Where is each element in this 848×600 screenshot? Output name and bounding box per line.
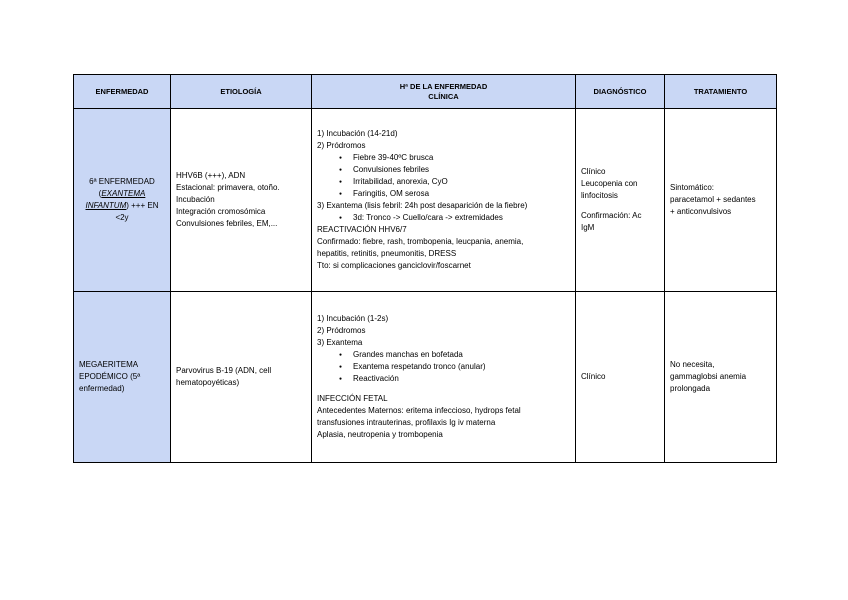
etiologia-line: Estacional: primavera, otoño. (176, 183, 280, 192)
diagnostico-line: Clínico (581, 372, 606, 381)
diagnostico-line: Clínico (581, 167, 606, 176)
clinica-bullet-text: Faringitis, OM serosa (353, 189, 430, 198)
etiologia-line: hematopoyéticas) (176, 378, 240, 387)
clinica-line: 1) Incubación (14-21d) (317, 129, 398, 138)
diagnostico-line: IgM (581, 223, 595, 232)
tratamiento-line: paracetamol + sedantes (670, 195, 756, 204)
clinica-bullet-text: Reactivación (353, 374, 399, 383)
clinica-bullet-text: Convulsiones febriles (353, 165, 430, 174)
clinica-line: Confirmado: fiebre, rash, trombopenia, leucpania, anemia, (317, 237, 524, 246)
disease-paren: ( (98, 189, 102, 198)
disease-name-line: enfermedad) (79, 384, 125, 393)
clinica-bullet-text: 3d: Tronco -> Cuello/cara -> extremidades (353, 213, 503, 222)
clinica-line: 3) Exantema (lisis febril: 24h post desaparición de la fiebre) (317, 201, 528, 210)
disease-name-line: <2y (115, 213, 129, 222)
etiologia-line: Parvovirus B-19 (ADN, cell (176, 366, 272, 375)
etiologia-line: HHV6B (+++), ADN (176, 171, 246, 180)
clinica-bullet (317, 349, 570, 361)
diagnostico-line: Confirmación: Ac (581, 211, 642, 220)
etiologia-cell (171, 292, 312, 463)
clinica-line: INFECCIÓN FETAL (317, 394, 388, 403)
diagnostico-line: linfocitosis (581, 191, 618, 200)
clinica-bullet-text: Exantema respetando tronco (anular) (353, 362, 486, 371)
disease-table (73, 74, 777, 463)
tratamiento-line: + anticonvulsivos (670, 207, 732, 216)
disease-cell (74, 109, 171, 292)
clinica-line: Antecedentes Maternos: eritema infeccioso, hydrops fetal (317, 406, 521, 415)
header-historia-line1: Hª DE LA ENFERMEDAD (399, 81, 488, 91)
header-historia (312, 75, 576, 109)
clinica-line: REACTIVACIÓN HHV6/7 (317, 225, 407, 234)
clinica-bullet (317, 188, 570, 200)
tratamiento-cell (665, 292, 777, 463)
disease-name-line (79, 200, 165, 212)
clinica-bullet (317, 176, 570, 188)
clinica-bullet (317, 164, 570, 176)
disease-name-line: EPODÉMICO (5ª (79, 372, 141, 381)
disease-name-line: 6ª ENFERMEDAD (89, 177, 155, 186)
clinica-line: transfusiones intrauterinas, profilaxis Ig iv materna (317, 418, 496, 427)
tratamiento-line: prolongada (670, 384, 711, 393)
disease-name-line (79, 188, 165, 200)
tratamiento-cell (665, 109, 777, 292)
clinica-bullet (317, 373, 570, 385)
clinica-line: Aplasia, neutropenia y trombopenia (317, 430, 443, 439)
etiologia-line: Convulsiones febriles, EM,... (176, 219, 278, 228)
clinica-line: 2) Pródromos (317, 141, 366, 150)
clinica-cell (312, 109, 576, 292)
header-enfermedad: ENFERMEDAD (74, 75, 171, 109)
header-diagnostico: DIAGNÓSTICO (576, 75, 665, 109)
clinica-line: 1) Incubación (1-2s) (317, 314, 389, 323)
diagnostico-cell (576, 292, 665, 463)
clinica-bullet (317, 212, 570, 224)
clinica-cell (312, 292, 576, 463)
header-tratamiento: TRATAMIENTO (665, 75, 777, 109)
disease-emphasis: INFANTUM (85, 201, 127, 210)
header-etiologia: ETIOLOGÍA (171, 75, 312, 109)
table-row (74, 109, 777, 292)
diagnostico-cell (576, 109, 665, 292)
clinica-bullet-text: Irritabilidad, anorexia, CyO (353, 177, 448, 186)
disease-cell (74, 292, 171, 463)
disease-age-text: ) +++ EN (126, 201, 159, 210)
disease-name-line: MEGAERITEMA (79, 360, 139, 369)
tratamiento-line: Sintomático: (670, 183, 715, 192)
tratamiento-line: gammaglobsi anemia (670, 372, 747, 381)
etiologia-line: Incubación (176, 195, 215, 204)
disease-emphasis: EXANTEMA (101, 189, 146, 198)
clinica-line: hepatitis, retinitis, pneumonitis, DRESS (317, 249, 457, 258)
header-row (74, 75, 777, 109)
clinica-bullet-text: Fiebre 39-40ºC brusca (353, 153, 434, 162)
table-row (74, 292, 777, 463)
clinica-bullet (317, 152, 570, 164)
tratamiento-line: No necesita, (670, 360, 715, 369)
diagnostico-line: Leucopenia con (581, 179, 638, 188)
clinica-line: 3) Exantema (317, 338, 363, 347)
clinica-bullet (317, 361, 570, 373)
etiologia-cell (171, 109, 312, 292)
clinica-bullet-text: Grandes manchas en bofetada (353, 350, 463, 359)
header-historia-line2: CLÍNICA (428, 91, 459, 101)
clinica-line: Tto: si complicaciones ganciclovir/foscarnet (317, 261, 471, 270)
etiologia-line: Integración cromosómica (176, 207, 266, 216)
clinica-line: 2) Pródromos (317, 326, 366, 335)
